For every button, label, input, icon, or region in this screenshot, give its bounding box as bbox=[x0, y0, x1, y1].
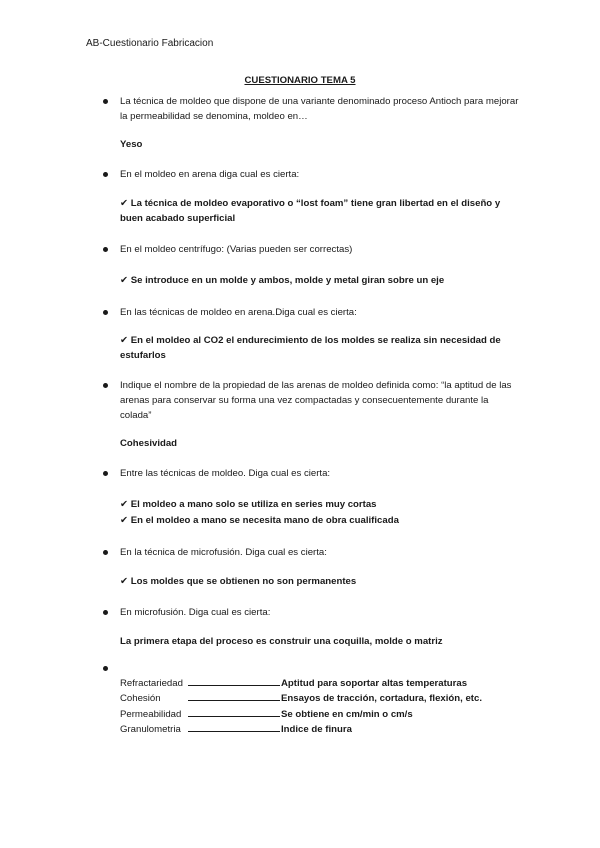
blank-line bbox=[188, 706, 280, 717]
matching-row-4 bbox=[120, 721, 352, 736]
question-6: Entre las técnicas de moldeo. Diga cual es cierta: bbox=[120, 468, 331, 479]
answer-text: Los moldes que se obtienen no son permanentes bbox=[130, 576, 357, 587]
answer-6a bbox=[120, 497, 520, 512]
answer-2 bbox=[120, 196, 520, 226]
matching-term: Permeabilidad bbox=[120, 709, 182, 720]
matching-row-3 bbox=[120, 706, 413, 721]
question-3: En el moldeo centrífugo: (Varias pueden ser correctas) bbox=[120, 244, 353, 255]
bullet bbox=[103, 610, 108, 615]
page-header: AB-Cuestionario Fabricacion bbox=[86, 38, 214, 49]
answer-text: El moldeo a mano solo se utiliza en series muy cortas bbox=[130, 499, 377, 510]
answer-text: Se introduce en un molde y ambos, molde y metal giran sobre un eje bbox=[130, 275, 445, 286]
answer-6b bbox=[120, 513, 520, 528]
check-icon: ✔ bbox=[120, 515, 129, 526]
matching-term: Granulometria bbox=[120, 724, 181, 735]
bullet bbox=[103, 99, 108, 104]
matching-term: Refractariedad bbox=[120, 678, 183, 689]
answer-7 bbox=[120, 574, 520, 589]
answer-8: La primera etapa del proceso es construir una coquilla, molde o matriz bbox=[120, 636, 443, 647]
answer-text: En el moldeo al CO2 el endurecimiento de los moldes se realiza sin necesidad de estufarlos bbox=[120, 335, 501, 361]
bullet bbox=[103, 383, 108, 388]
check-icon: ✔ bbox=[120, 335, 129, 346]
matching-definition: Indice de finura bbox=[281, 724, 352, 735]
question-1: La técnica de moldeo que dispone de una variante denominado proceso Antioch para mejorar la permeabilidad se denomina, moldeo en… bbox=[120, 96, 519, 122]
answer-text: En el moldeo a mano se necesita mano de obra cualificada bbox=[130, 515, 399, 526]
bullet bbox=[103, 172, 108, 177]
matching-term: Cohesión bbox=[120, 693, 161, 704]
blank-line bbox=[188, 721, 280, 732]
answer-1: Yeso bbox=[120, 139, 143, 150]
question-8: En microfusión. Diga cual es cierta: bbox=[120, 607, 271, 618]
question-5: Indique el nombre de la propiedad de las arenas de moldeo definida como: “la aptitud de las arenas para conservar su forma una vez compactadas y consecuentemente durante la colada” bbox=[120, 380, 512, 421]
question-4: En las técnicas de moldeo en arena.Diga cual es cierta: bbox=[120, 307, 357, 318]
check-icon: ✔ bbox=[120, 198, 129, 209]
blank-line bbox=[188, 675, 280, 686]
matching-definition: Aptitud para soportar altas temperaturas bbox=[281, 678, 468, 689]
matching-definition: Ensayos de tracción, cortadura, flexión, etc. bbox=[281, 693, 483, 704]
page-title: CUESTIONARIO TEMA 5 bbox=[244, 75, 356, 86]
matching-row-2 bbox=[120, 690, 482, 705]
answer-text: La técnica de moldeo evaporativo o “lost foam” tiene gran libertad en el diseño y buen acabado superficial bbox=[120, 198, 501, 224]
blank-line bbox=[188, 690, 280, 701]
answer-3 bbox=[120, 273, 520, 288]
answer-4 bbox=[120, 333, 520, 363]
bullet bbox=[103, 247, 108, 252]
bullet bbox=[103, 310, 108, 315]
answer-5: Cohesividad bbox=[120, 438, 178, 449]
check-icon: ✔ bbox=[120, 576, 129, 587]
bullet bbox=[103, 550, 108, 555]
bullet bbox=[103, 666, 108, 671]
question-2: En el moldeo en arena diga cual es cierta: bbox=[120, 169, 300, 180]
matching-definition: Se obtiene en cm/min o cm/s bbox=[281, 709, 413, 720]
check-icon: ✔ bbox=[120, 499, 129, 510]
check-icon: ✔ bbox=[120, 275, 129, 286]
bullet bbox=[103, 471, 108, 476]
matching-row-1 bbox=[120, 675, 467, 690]
question-7: En la técnica de microfusión. Diga cual es cierta: bbox=[120, 547, 327, 558]
